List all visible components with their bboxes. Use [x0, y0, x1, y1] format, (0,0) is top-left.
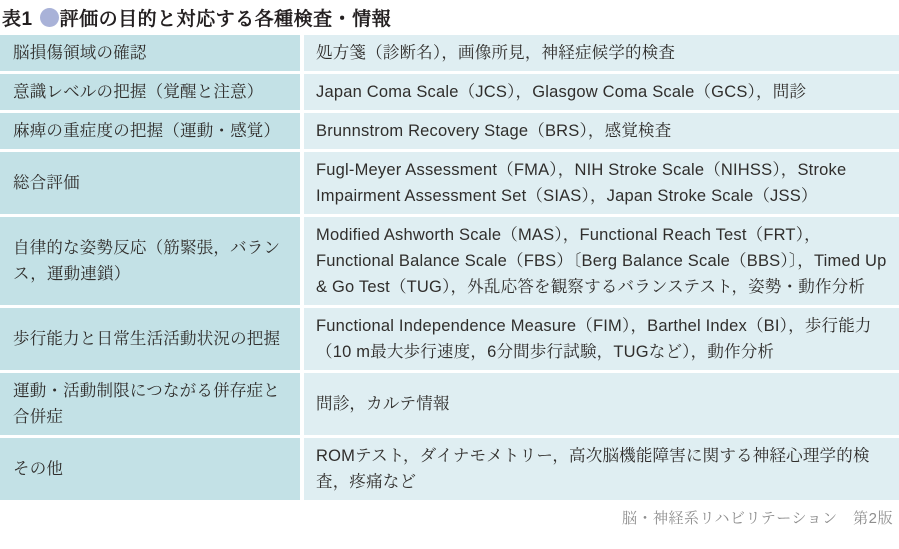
table-title-prefix: 表1 [2, 8, 33, 30]
tests-text: Japan Coma Scale（JCS），Glasgow Coma Scale（GCS），問診 [316, 83, 807, 101]
purpose-cell [0, 217, 300, 305]
purpose-text: 麻痺の重症度の把握（運動・感覚） [13, 122, 281, 140]
purpose-text: 脳損傷領域の確認 [13, 44, 147, 62]
tests-cell [304, 308, 899, 370]
table-row [0, 373, 899, 435]
purpose-cell [0, 438, 300, 500]
purpose-text: その他 [13, 460, 64, 478]
tests-cell [304, 35, 899, 71]
tests-text: 問診，カルテ情報 [316, 395, 450, 413]
tests-cell [304, 217, 899, 305]
tests-text: ROMテスト，ダイナモメトリー，高次脳機能障害に関する神経心理学的検査，疼痛など [316, 447, 870, 491]
tests-cell [304, 438, 899, 500]
purpose-cell [0, 308, 300, 370]
tests-text: Modified Ashworth Scale（MAS），Functional Reach Test（FRT），Functional Balance Scale（FBS）〔Berg Balance Scale（BBS）〕，Timed Up & Go Test（TUG），外乱応答を観察するバランステスト，姿勢・動作分析 [316, 226, 887, 296]
circle-bullet-icon [40, 8, 59, 27]
purpose-cell [0, 35, 300, 71]
purpose-cell [0, 113, 300, 149]
table-row [0, 35, 899, 71]
tests-text: 処方箋（診断名），画像所見，神経症候学的検査 [316, 44, 676, 62]
purpose-text: 運動・活動制限につながる併存症と合併症 [13, 382, 280, 426]
source-citation: 脳・神経系リハビリテーション 第2版 [622, 510, 893, 527]
purpose-cell [0, 373, 300, 435]
purpose-text: 自律的な姿勢反応（筋緊張，バランス，運動連鎖） [13, 239, 281, 283]
tests-cell [304, 113, 899, 149]
tests-cell [304, 373, 899, 435]
table-title-text: 評価の目的と対応する各種検査・情報 [59, 8, 392, 30]
tests-cell [304, 152, 899, 214]
purpose-text: 歩行能力と日常生活活動状況の把握 [13, 330, 281, 348]
table-row [0, 308, 899, 370]
purpose-cell [0, 152, 300, 214]
purpose-text: 総合評価 [13, 174, 80, 192]
purpose-cell [0, 74, 300, 110]
table-row [0, 113, 899, 149]
tests-cell [304, 74, 899, 110]
evaluation-table [0, 35, 899, 500]
tests-text: Functional Independence Measure（FIM），Barthel Index（BI），歩行能力（10 m最大歩行速度，6分間歩行試験，TUGなど），動作分析 [316, 317, 872, 361]
table-row [0, 152, 899, 214]
table-row [0, 217, 899, 305]
table-row [0, 438, 899, 500]
tests-text: Fugl-Meyer Assessment（FMA），NIH Stroke Scale（NIHSS），Stroke Impairment Assessment Set（SIAS），Japan Stroke Scale（JSS） [316, 161, 847, 205]
table-row [0, 74, 899, 110]
tests-text: Brunnstrom Recovery Stage（BRS），感覚検査 [316, 122, 672, 140]
table-title [2, 2, 899, 32]
purpose-text: 意識レベルの把握（覚醒と注意） [13, 83, 264, 101]
